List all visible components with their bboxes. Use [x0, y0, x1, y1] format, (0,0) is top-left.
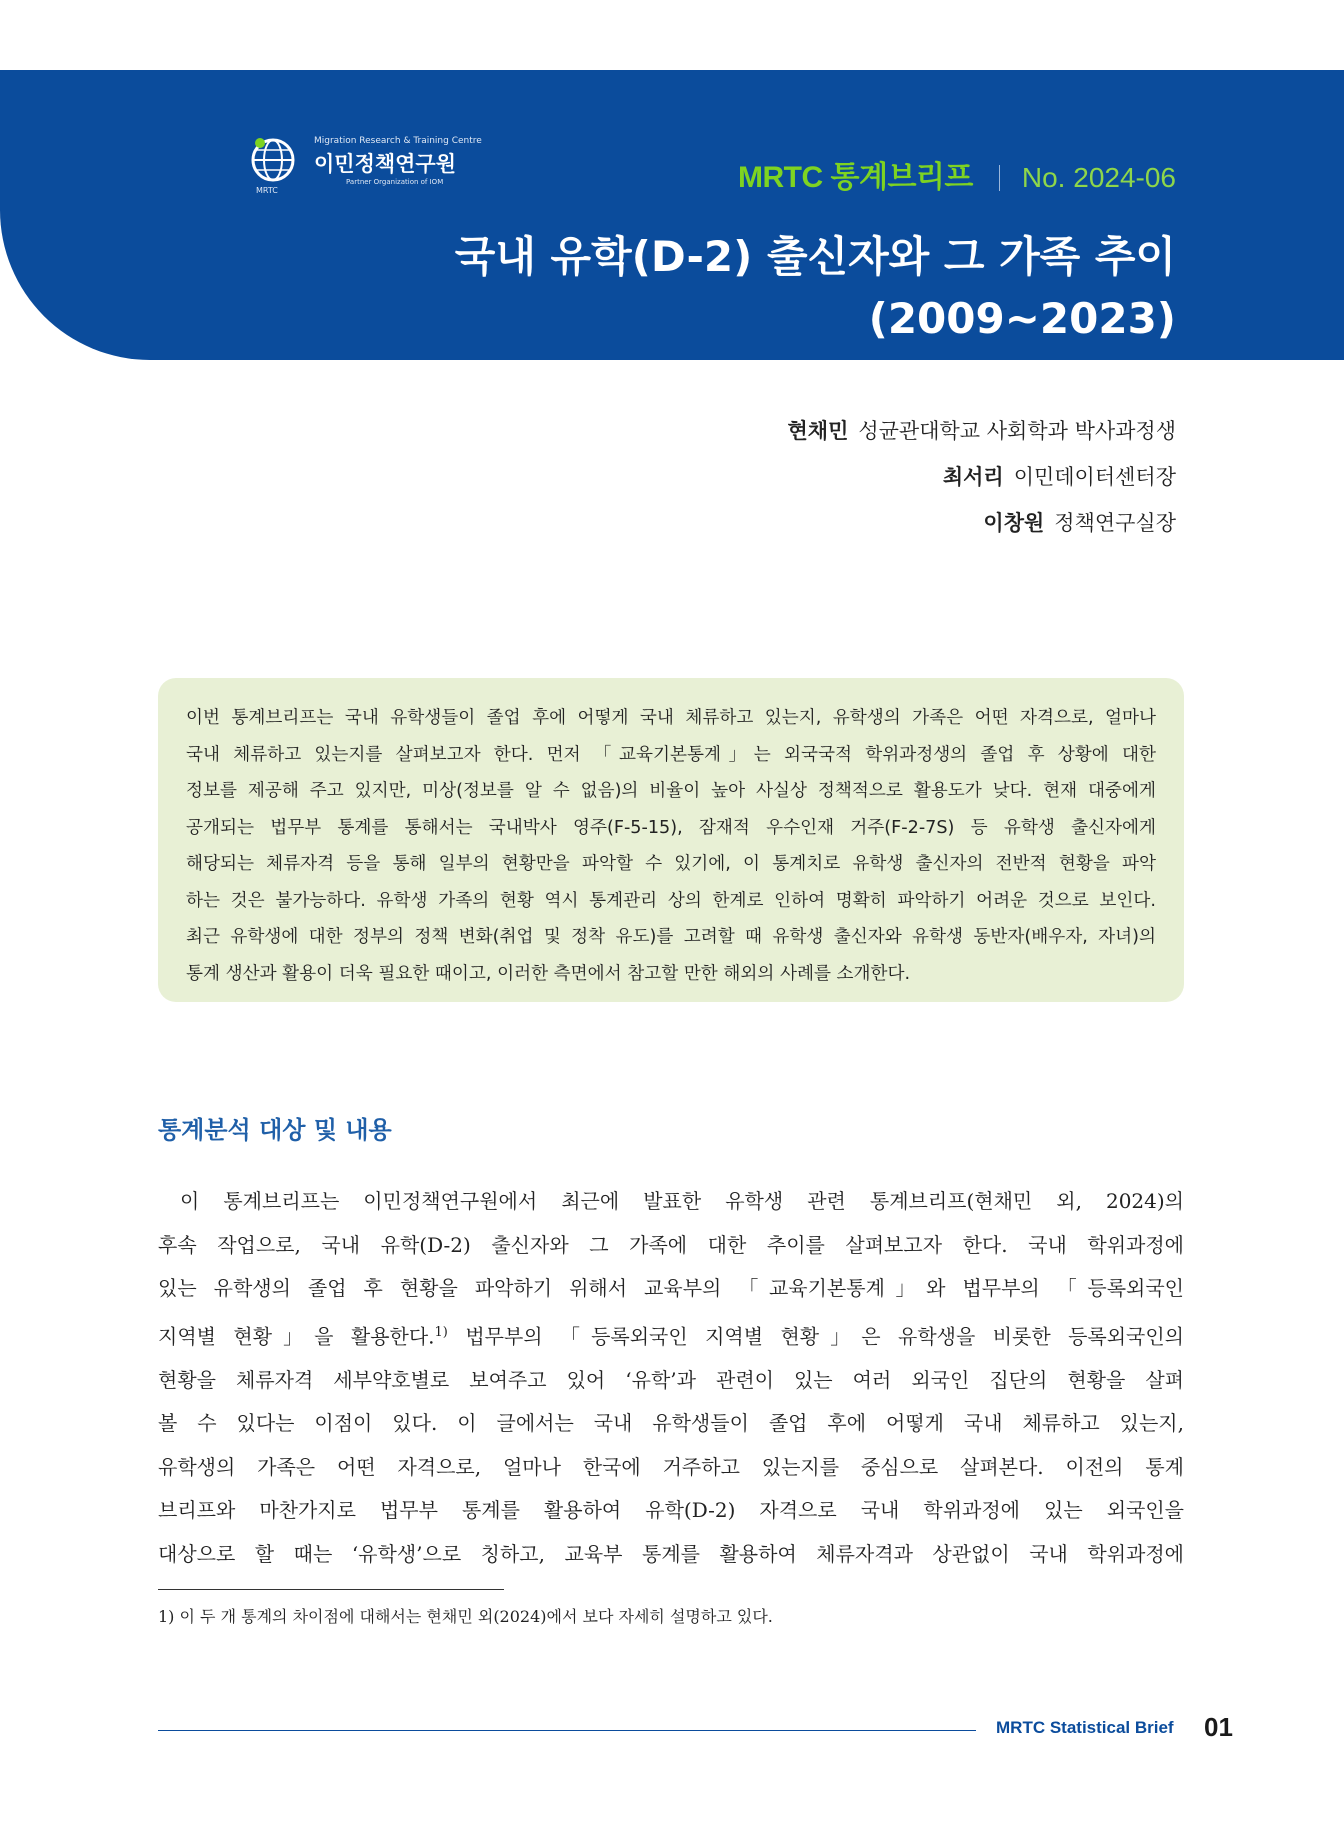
globe-icon — [246, 134, 300, 190]
summary-line: 국내 체류하고 있는지를 살펴보고자 한다. 먼저 「교육기본통계」는 외국국적 학위과정생의 졸업 후 상황에 대한 — [186, 744, 1156, 765]
title-line-1: 국내 유학(D-2) 출신자와 그 가족 추이 — [454, 232, 1176, 281]
title-line-2: (2009~2023) — [868, 294, 1176, 343]
footnote-reference[interactable]: 1) — [434, 1324, 448, 1340]
document-title — [455, 226, 1176, 350]
summary-line: 최근 유학생에 대한 정부의 정책 변화(취업 및 정착 유도)를 고려할 때 유학생 출신자와 유학생 동반자(배우자, 자녀)의 — [186, 927, 1156, 947]
summary-line: 하는 것은 불가능하다. 유학생 가족의 현황 역시 통계관리 상의 한계로 인하여 명확히 파악하기 어려운 것으로 보인다. — [186, 890, 1156, 911]
summary-line: 해당되는 체류자격 등을 통해 일부의 현황만을 파악할 수 있기에, 이 통계치로 유학생 출신자의 전반적 현황을 파악 — [186, 854, 1156, 874]
logo-english-name: Migration Research & Training Centre — [314, 136, 482, 146]
author-entry — [788, 454, 1177, 500]
body-line: 후속 작업으로, 국내 유학(D-2) 출신자와 그 가족에 대한 추이를 살펴보고자 한다. 국내 학위과정에 — [158, 1232, 1184, 1257]
summary-line: 공개되는 법무부 통계를 통해서는 국내박사 영주(F-5-15), 잠재적 우수인재 거주(F-2-7S) 등 유학생 출신자에게 — [186, 817, 1156, 838]
summary-line: 통계 생산과 활용이 더욱 필요한 때이고, 이러한 측면에서 참고할 만한 해외의 사례를 소개한다. — [186, 963, 911, 984]
body-line — [158, 1311, 1184, 1359]
footer-series-label: MRTC Statistical Brief — [996, 1718, 1174, 1737]
logo-subtitle: Partner Organization of IOM — [346, 178, 444, 186]
author-name: 최서리 — [942, 464, 1004, 489]
author-affiliation: 성균관대학교 사회학과 박사과정생 — [858, 419, 1176, 443]
body-line: 이 통계브리프는 이민정책연구원에서 최근에 발표한 유학생 관련 통계브리프(현채민 외, 2024)의 — [180, 1189, 1184, 1213]
footnote-divider — [158, 1589, 504, 1590]
body-line: 대상으로 할 때는 ‘유학생’으로 칭하고, 교육부 통계를 활용하여 체류자격과 상관없이 국내 학위과정에 — [158, 1541, 1184, 1566]
footnote: 1) 이 두 개 통계의 차이점에 대해서는 현채민 외(2024)에서 보다 자세히 설명하고 있다. — [158, 1607, 773, 1626]
body-line-start: 지역별 현황」을 활용한다. — [158, 1324, 435, 1349]
brand-divider — [999, 165, 1000, 191]
brand-name: MRTC 통계브리프 — [738, 161, 973, 194]
body-line: 있는 유학생의 졸업 후 현황을 파악하기 위해서 교육부의 「교육기본통계」와 법무부의 「등록외국인 — [158, 1276, 1184, 1300]
author-affiliation: 이민데이터센터장 — [1013, 465, 1176, 489]
author-entry — [788, 408, 1177, 454]
author-name: 이창원 — [983, 510, 1045, 535]
body-line-rest: 법무부의 「등록외국인 지역별 현황」은 유학생을 비롯한 등록외국인의 — [465, 1324, 1184, 1349]
logo-korean-name: 이민정책연구원 — [314, 152, 457, 176]
page-number: 01 — [1204, 1712, 1233, 1742]
author-affiliation: 정책연구실장 — [1054, 511, 1176, 535]
footer-divider — [158, 1730, 976, 1731]
author-list — [788, 408, 1177, 546]
summary-line: 이번 통계브리프는 국내 유학생들이 졸업 후에 어떻게 국내 체류하고 있는지, 유학생의 가족은 어떤 자격으로, 얼마나 — [186, 708, 1156, 728]
body-line: 현황을 체류자격 세부약호별로 보여주고 있어 ‘유학’과 관련이 있는 여러 외국인 집단의 현황을 살펴 — [158, 1367, 1184, 1392]
section-body — [158, 1180, 1184, 1576]
author-name: 현채민 — [787, 418, 849, 443]
body-line: 볼 수 있다는 이점이 있다. 이 글에서는 국내 유학생들이 졸업 후에 어떻게 국내 체류하고 있는지, — [158, 1411, 1184, 1436]
brief-brand — [738, 152, 1176, 196]
issue-number: No. 2024-06 — [1021, 162, 1176, 193]
body-line: 유학생의 가족은 어떤 자격으로, 얼마나 한국에 거주하고 있는지를 중심으로 살펴본다. 이전의 통계 — [158, 1454, 1184, 1479]
org-logo — [246, 134, 482, 195]
summary-box — [158, 678, 1184, 1002]
section-heading: 통계분석 대상 및 내용 — [158, 1116, 392, 1144]
summary-line: 정보를 제공해 주고 있지만, 미상(정보를 알 수 없음)의 비율이 높아 사실상 정책적으로 활용도가 낮다. 현재 대중에게 — [186, 781, 1156, 801]
author-entry — [788, 500, 1177, 546]
body-line: 브리프와 마찬가지로 법무부 통계를 활용하여 유학(D-2) 자격으로 국내 학위과정에 있는 외국인을 — [158, 1498, 1184, 1523]
logo-abbreviation: MRTC — [256, 186, 278, 195]
